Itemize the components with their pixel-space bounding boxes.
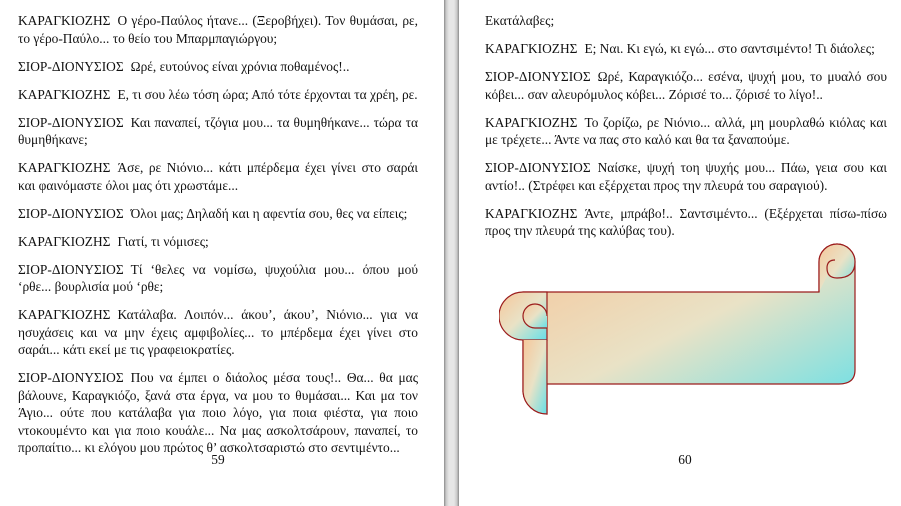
dialogue-paragraph	[18, 369, 418, 457]
speaker-name: ΚΑΡΑΓΚΙΟΖΗΣ	[18, 233, 111, 249]
dialogue-text: Ε, τι σου λέω τόση ώρα; Από τότε έρχονται τα χρέη, ρε.	[117, 86, 418, 102]
dialogue-paragraph	[485, 68, 887, 103]
dialogue-paragraph	[18, 261, 418, 296]
scroll-left-curl	[523, 304, 547, 328]
dialogue-paragraph	[485, 40, 887, 58]
speaker-name: ΣΙΟΡ-ΔΙΟΝΥΣΙΟΣ	[18, 370, 124, 385]
dialogue-text: Τί ‘θελες να νομίσω, ψυχούλια μου... όπου μού ‘ρθε... βουρλισία μού ‘ρθε;	[18, 261, 418, 294]
dialogue-text: Και παναπεί, τζόγια μου... τα θυμηθήκανε... τώρα τα θυμηθήκανε;	[18, 114, 418, 147]
speaker-name: ΚΑΡΑΓΚΙΟΖΗΣ	[18, 307, 111, 322]
dialogue-text: Ε; Ναι. Κι εγώ, κι εγώ... στο σαντσιμέντο! Τι διάολες;	[584, 41, 875, 56]
speaker-name: ΣΙΟΡ-ΔΙΟΝΥΣΙΟΣ	[485, 160, 591, 175]
speaker-name: ΚΑΡΑΓΚΙΟΖΗΣ	[485, 41, 578, 56]
right-text-column	[485, 12, 887, 250]
dialogue-text: Που να έμπει ο διάολος μέσα τους!.. Θα... θα μας βάλουνε, Καραγκιόζο, ξανά στα έργα, να μου το θυμάσαι... Και μα τον Άγιο... ούτε που κατάλαβα για ποιο λόγο, για ποια φιέστα, για ποιο ντοκουμέντο και για ποιο κουάλε... Να μας ασκολτσάρουν, παναπεί, το προπαίτιο... κι ελόγου μου πρώτος θ’ ασκολτσαριστώ στο σεντιμέντο...	[18, 370, 418, 455]
right-page	[459, 0, 901, 506]
speaker-name: ΣΙΟΡ-ΔΙΟΝΥΣΙΟΣ	[485, 69, 591, 84]
scroll-bottom-tail	[523, 340, 547, 414]
dialogue-paragraph	[18, 114, 418, 149]
dialogue-paragraph	[18, 306, 418, 359]
scroll-body	[520, 244, 855, 414]
dialogue-text: Κατάλαβα. Λοιπόν... άκου’, άκου’, Νιόνιο... για να ησυχάσεις και να μην έχεις αμφιβολίες... το μπέρδεμα έχει γίνει στο σαράι... κάτι εκεί με τις γραφειοκρατίες.	[18, 307, 418, 357]
dialogue-paragraph	[18, 159, 418, 194]
scroll-banner-decoration	[499, 242, 869, 420]
dialogue-text: Όλοι μας; Δηλαδή και η αφεντία σου, θες να είπεις;	[130, 205, 408, 221]
dialogue-text: Το ζορίζω, ρε Νιόνιο... αλλά, μη μουρλαθώ κιόλας και με τρέχετε... Άντε να πας στο καλό και θα τα ξαναπούμε.	[485, 114, 887, 147]
page-number: 59	[211, 452, 225, 467]
speaker-name: ΚΑΡΑΓΚΙΟΖΗΣ	[18, 160, 111, 175]
page-number: 60	[678, 452, 692, 467]
speaker-name: ΚΑΡΑΓΚΙΟΖΗΣ	[485, 114, 578, 130]
speaker-name: ΚΑΡΑΓΚΙΟΖΗΣ	[485, 205, 578, 221]
dialogue-text: Άσε, ρε Νιόνιο... κάτι μπέρδεμα έχει γίνει στο σαράι και φαινόμαστε όλοι μας ότι χρωστάμε...	[18, 160, 418, 193]
dialogue-paragraph	[485, 205, 887, 240]
speaker-name: ΚΑΡΑΓΚΙΟΖΗΣ	[18, 86, 111, 102]
speaker-name: ΣΙΟΡ-ΔΙΟΝΥΣΙΟΣ	[18, 58, 124, 74]
left-page	[0, 0, 444, 506]
left-text-column	[18, 12, 418, 467]
speaker-name: ΣΙΟΡ-ΔΙΟΝΥΣΙΟΣ	[18, 261, 124, 277]
speaker-name: ΣΙΟΡ-ΔΙΟΝΥΣΙΟΣ	[18, 114, 124, 130]
dialogue-paragraph	[18, 12, 418, 47]
dialogue-text: Ωρέ, Καραγκιόζο... εσένα, ψυχή μου, το μυαλό σου κόβει... σαν αλευρόμυλος κόβει... Ζόρισέ το... ζόρισέ το λίγο!..	[485, 69, 887, 102]
book-gutter	[444, 0, 459, 506]
dialogue-text: Άντε, μπράβο!.. Σαντσιμέντο... (Εξέρχεται πίσω-πίσω προς την πλευρά της καλύβας του).	[485, 205, 887, 238]
speaker-name: ΚΑΡΑΓΚΙΟΖΗΣ	[18, 13, 111, 28]
dialogue-text: Ωρέ, ευτούνος είναι χρόνια ποθαμένος!..	[130, 58, 350, 74]
dialogue-paragraph	[18, 58, 418, 76]
dialogue-paragraph	[485, 114, 887, 149]
dialogue-text: Εκατάλαβες;	[485, 13, 555, 28]
dialogue-paragraph	[18, 233, 418, 251]
dialogue-paragraph	[485, 159, 887, 194]
dialogue-text: Ναίσκε, ψυχή τοη ψυχής μου... Πάω, γεια σου και αντίο!.. (Στρέφει και εξέρχεται προς την πλευρά του σαραγιού).	[485, 160, 887, 193]
dialogue-text: Γιατί, τι νόμισες;	[117, 233, 209, 249]
dialogue-paragraph	[485, 12, 887, 30]
dialogue-text: Ο γέρο-Παύλος ήτανε... (Ξεροβήχει). Τον θυμάσαι, ρε, το γέρο-Παύλο... το θείο του Μπαρμπαγιώργου;	[18, 13, 418, 46]
dialogue-paragraph	[18, 86, 418, 104]
speaker-name: ΣΙΟΡ-ΔΙΟΝΥΣΙΟΣ	[18, 205, 124, 221]
dialogue-paragraph	[18, 205, 418, 223]
